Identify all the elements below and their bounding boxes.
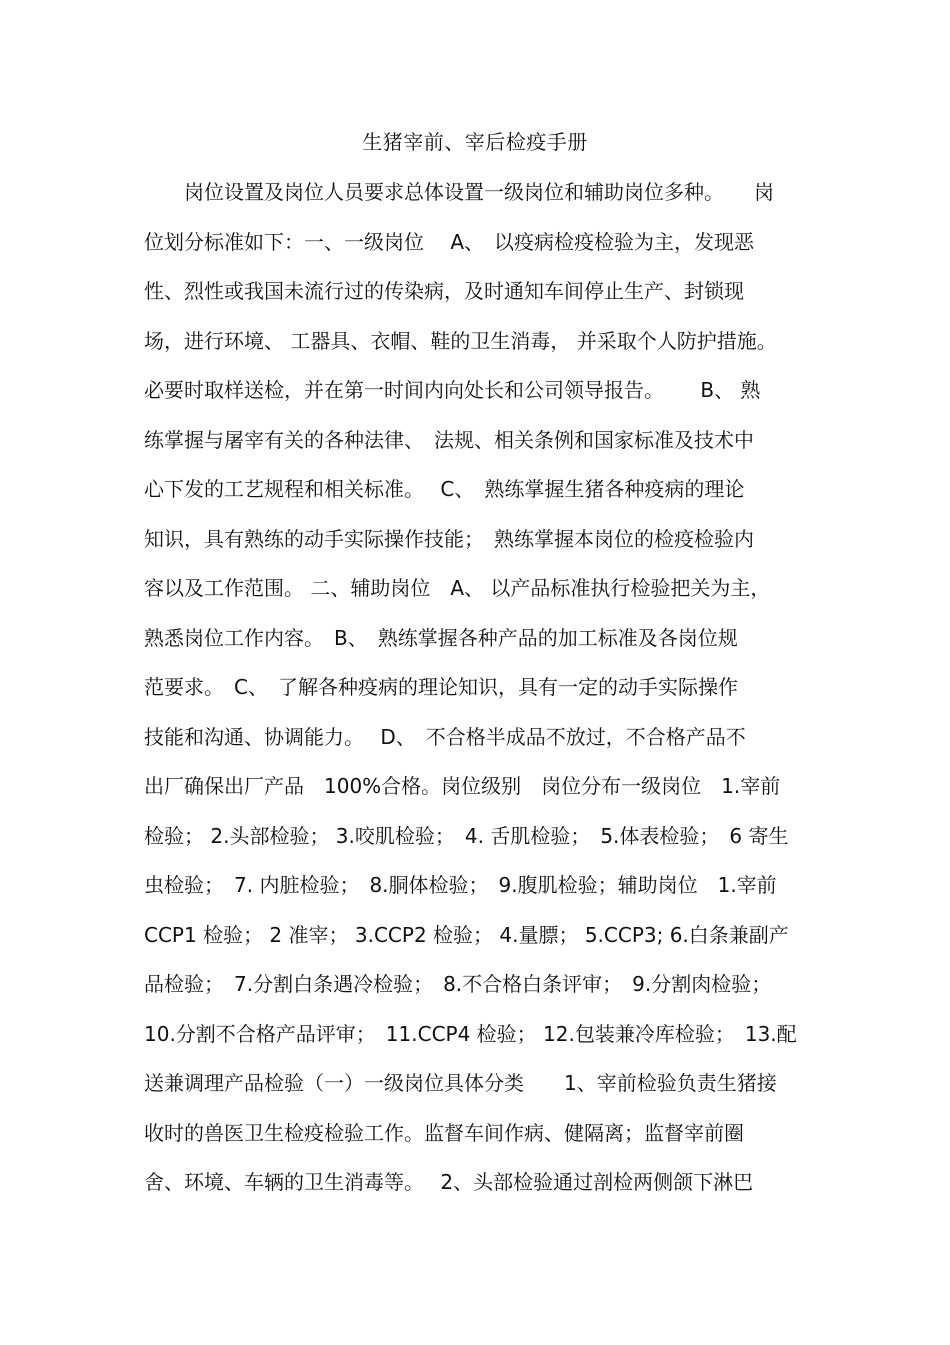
paragraph-line: 心下发的工艺规程和相关标准。 C、 熟练掌握生猪各种疫病的理论 (144, 477, 745, 501)
paragraph-line: 练掌握与屠宰有关的各种法律、 法规、相关条例和国家标准及技术中 (144, 427, 754, 452)
paragraph-line: 场，进行环境、 工器具、衣帽、鞋的卫生消毒， 并采取个人防护措施。 (144, 328, 777, 353)
paragraph-line: 岗位设置及岗位人员要求总体设置一级岗位和辅助岗位多种。 岗 (144, 180, 774, 204)
paragraph-line: 出厂确保出厂产品 100%合格。岗位级别 岗位分布一级岗位 1.宰前 (144, 774, 781, 798)
paragraph-line: 收时的兽医卫生检疫检验工作。监督车间作病、健隔离；监督宰前圈 (144, 1120, 744, 1145)
paragraph-line: 熟悉岗位工作内容。 B、 熟练掌握各种产品的加工标准及各岗位规 (144, 625, 738, 650)
paragraph-line: 送兼调理产品检验（一）一级岗位具体分类 1、宰前检验负责生猪接 (144, 1071, 777, 1095)
paragraph-line: 虫检验； 7. 内脏检验； 8.胴体检验； 9.腹肌检验；辅助岗位 1.宰前 (144, 873, 777, 897)
paragraph-line: 必要时取样送检，并在第一时间内向处长和公司领导报告。 B、 熟 (144, 378, 761, 402)
paragraph-line: 性、烈性或我国未流行过的传染病，及时通知车间停止生产、封锁现 (144, 279, 744, 303)
paragraph-line: 知识，具有熟练的动手实际操作技能； 熟练掌握本岗位的检疫检验内 (144, 526, 754, 551)
paragraph-line: 10.分割不合格产品评审； 11.CCP4 检验； 12.包装兼冷库检验； 13.配 (144, 1021, 797, 1046)
paragraph-line: CCP1 检验； 2 准宰； 3.CCP2 检验； 4.量膘； 5.CCP3; 6.白条兼副产 (144, 922, 789, 947)
paragraph-line: 范要求。 C、 了解各种疫病的理论知识，具有一定的动手实际操作 (144, 675, 738, 699)
paragraph-line: 检验； 2.头部检验； 3.咬肌检验； 4. 舌肌检验； 5.体表检验； 6 寄生 (144, 823, 789, 848)
paragraph-line: 品检验； 7.分割白条遇冷检验； 8.不合格白条评审； 9.分割肉检验； (144, 972, 772, 996)
paragraph-line: 技能和沟通、协调能力。 D、 不合格半成品不放过，不合格产品不 (144, 724, 746, 749)
paragraph-line: 舍、环境、车辆的卫生消毒等。 2、头部检验通过剖检两侧颌下淋巴 (144, 1170, 754, 1194)
paragraph-line: 位划分标准如下：一、一级岗位 A、 以疫病检疫检验为主，发现恶 (144, 229, 755, 254)
paragraph-line: 容以及工作范围。 二、辅助岗位 A、 以产品标准执行检验把关为主， (144, 576, 771, 600)
document-body (144, 178, 814, 1218)
document-title: 生猪宰前、宰后检疫手册 (362, 130, 588, 154)
